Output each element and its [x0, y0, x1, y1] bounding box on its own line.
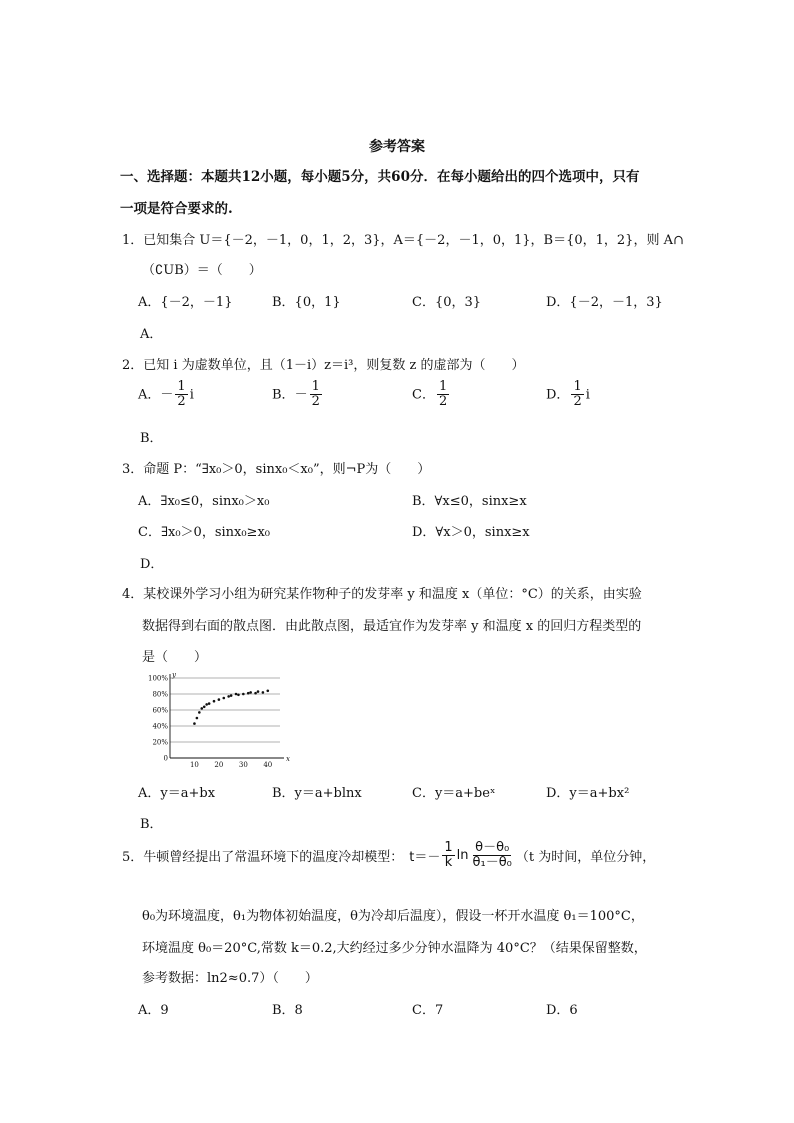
x-tick-label: 40 [263, 761, 273, 768]
q2-option-d [546, 380, 590, 410]
q4-option-c: C．y＝a+beˣ [412, 786, 496, 801]
q3-answer: D． [140, 557, 164, 572]
q5-text-line2: θ₀为环境温度，θ₁为物体初始温度，θ为冷却后温度），假设一杯开水温度 θ₁＝100°C， [142, 909, 644, 924]
q2-option-a-sign: － [160, 387, 174, 403]
q5-text-line1 [122, 841, 655, 871]
q5-option-d: D．6 [546, 1003, 578, 1018]
q5-option-a: A．9 [138, 1003, 169, 1018]
q2-option-d-fraction [571, 380, 583, 410]
q1-text-line2: （∁UB）＝（ ） [142, 263, 262, 278]
section-heading-line2: 一项是符合要求的. [120, 201, 233, 217]
scatter-point [227, 695, 230, 698]
q1-option-c: C．{0，3} [412, 295, 482, 310]
fraction-denominator: 2 [573, 394, 582, 410]
x-tick-label: 20 [214, 761, 224, 768]
scatter-axes [170, 674, 284, 758]
formula-lhs: t＝－ [409, 850, 441, 866]
fraction-numerator: 1 [444, 840, 453, 855]
scatter-points [193, 690, 269, 725]
q5-option-b: B．8 [272, 1003, 303, 1018]
scatter-point [266, 690, 269, 693]
q5-formula [409, 841, 516, 871]
y-tick-label: 20% [152, 738, 168, 747]
q2-option-b-sign: － [294, 387, 308, 403]
q3-option-b: B．∀x≤0，sinx≥x [412, 494, 527, 509]
y-axis-label: y [172, 671, 176, 679]
q2-option-d-suffix: i [585, 387, 590, 403]
scatter-point [205, 703, 208, 706]
q2-option-c [412, 380, 451, 410]
q5-text-line4: 参考数据：ln2≈0.7）（ ） [142, 971, 318, 986]
y-tick-label: 0 [163, 754, 168, 763]
q4-option-b: B．y＝a+blnx [272, 786, 362, 801]
q4-text-line2: 数据得到右面的散点图．由此散点图，最适宜作为发芽率 y 和温度 x 的回归方程类型的 [142, 619, 642, 634]
y-tick-label: 40% [152, 722, 168, 731]
scatter-point [218, 698, 221, 701]
page-title: 参考答案 [369, 139, 425, 155]
y-tick-label: 80% [152, 690, 168, 699]
scatter-point [196, 717, 199, 720]
scatter-point [254, 692, 257, 695]
fraction-numerator: 1 [573, 379, 582, 394]
q5-text-intro: 5．牛顿曾经提出了常温环境下的温度冷却模型： [122, 850, 404, 866]
scatter-point [237, 694, 240, 697]
section-heading-line1: 一、选择题：本题共12小题，每小题5分，共60分．在每小题给出的四个选项中，只有 [120, 169, 640, 185]
scatter-point [193, 722, 196, 725]
scatter-point [242, 693, 245, 696]
scatter-point [235, 693, 238, 696]
fraction-denominator: θ₁－θ₀ [472, 855, 512, 871]
q2-answer: B． [140, 431, 163, 446]
scatter-point [230, 694, 233, 697]
q4-text-line3: 是（ ） [142, 650, 208, 665]
q5-text-tail: （t 为时间，单位分钟， [515, 850, 656, 866]
q4-option-d: D．y＝a+bx² [546, 786, 630, 801]
q4-answer: B． [140, 817, 163, 832]
q2-option-a-label: A． [138, 387, 161, 403]
formula-k-fraction [442, 841, 454, 871]
q2-option-b-fraction [310, 380, 322, 410]
scatter-plot [140, 670, 290, 768]
q4-text-line1: 4．某校课外学习小组为研究某作物种子的发芽率 y 和温度 x（单位：°C）的关系，由实验 [122, 587, 642, 602]
q2-text: 2．已知 i 为虚数单位，且（1－i）z＝i³，则复数 z 的虚部为（ ） [122, 358, 525, 373]
q2-option-b-label: B． [272, 387, 295, 403]
q4-option-a: A．y＝a+bx [138, 786, 216, 801]
scatter-point [249, 691, 252, 694]
q5-text-line3: 环境温度 θ₀＝20°C,常数 k＝0.2,大约经过多少分钟水温降为 40°C？（结果保留整数， [142, 941, 647, 956]
x-tick-label: 10 [189, 761, 199, 768]
q5-option-c: C．7 [412, 1003, 444, 1018]
q3-option-c: C．∃x₀＞0，sinx₀≥x₀ [138, 525, 270, 540]
scatter-point [198, 711, 201, 714]
q1-option-b: B．{0，1} [272, 295, 341, 310]
fraction-denominator: 2 [438, 394, 448, 410]
q2-option-a-fraction [175, 380, 187, 410]
fraction-numerator: θ－θ₀ [475, 840, 510, 855]
fraction-numerator: 1 [438, 379, 448, 394]
scatter-point [257, 690, 260, 693]
y-tick-label: 60% [152, 706, 168, 715]
scatter-gridlines [170, 678, 280, 742]
scatter-tick-labels [148, 671, 290, 768]
q3-text: 3．命题 P：“∃x₀＞0，sinx₀＜x₀”，则¬P为（ ） [122, 462, 431, 477]
y-tick-label: 100% [147, 674, 168, 683]
fraction-numerator: 1 [177, 379, 186, 394]
q2-option-a [138, 380, 194, 410]
q1-option-a: A．{－2，－1} [138, 295, 233, 310]
q3-option-d: D．∀x＞0，sinx≥x [412, 525, 530, 540]
fraction-denominator: 2 [311, 394, 320, 410]
formula-theta-fraction [471, 841, 514, 871]
q2-option-b [272, 380, 324, 410]
scatter-point [262, 691, 265, 694]
scatter-point [213, 700, 216, 703]
x-tick-label: 30 [238, 761, 248, 768]
scatter-point [208, 702, 211, 705]
q2-option-a-suffix: i [189, 387, 194, 403]
q1-answer: A． [140, 327, 163, 342]
q2-option-d-label: D． [546, 387, 570, 403]
scatter-point [203, 706, 206, 709]
q1-text-line1: 1．已知集合 U＝{－2，－1，0，1，2，3}，A＝{－2，－1，0，1}，B＝{0，1，2}，则 A∩ [122, 233, 684, 248]
q1-option-d: D．{－2，－1，3} [546, 295, 663, 310]
q3-option-a: A．∃x₀≤0，sinx₀＞x₀ [138, 494, 270, 509]
scatter-point [200, 707, 203, 710]
q2-option-c-fraction [437, 380, 449, 410]
q2-option-c-label: C． [412, 387, 435, 403]
fraction-denominator: k [444, 855, 453, 871]
fraction-numerator: 1 [311, 379, 320, 394]
formula-ln: ln [456, 848, 469, 864]
scatter-point [222, 697, 225, 700]
fraction-denominator: 2 [177, 394, 186, 410]
scatter-point [247, 692, 250, 695]
x-axis-label: x [286, 755, 290, 763]
